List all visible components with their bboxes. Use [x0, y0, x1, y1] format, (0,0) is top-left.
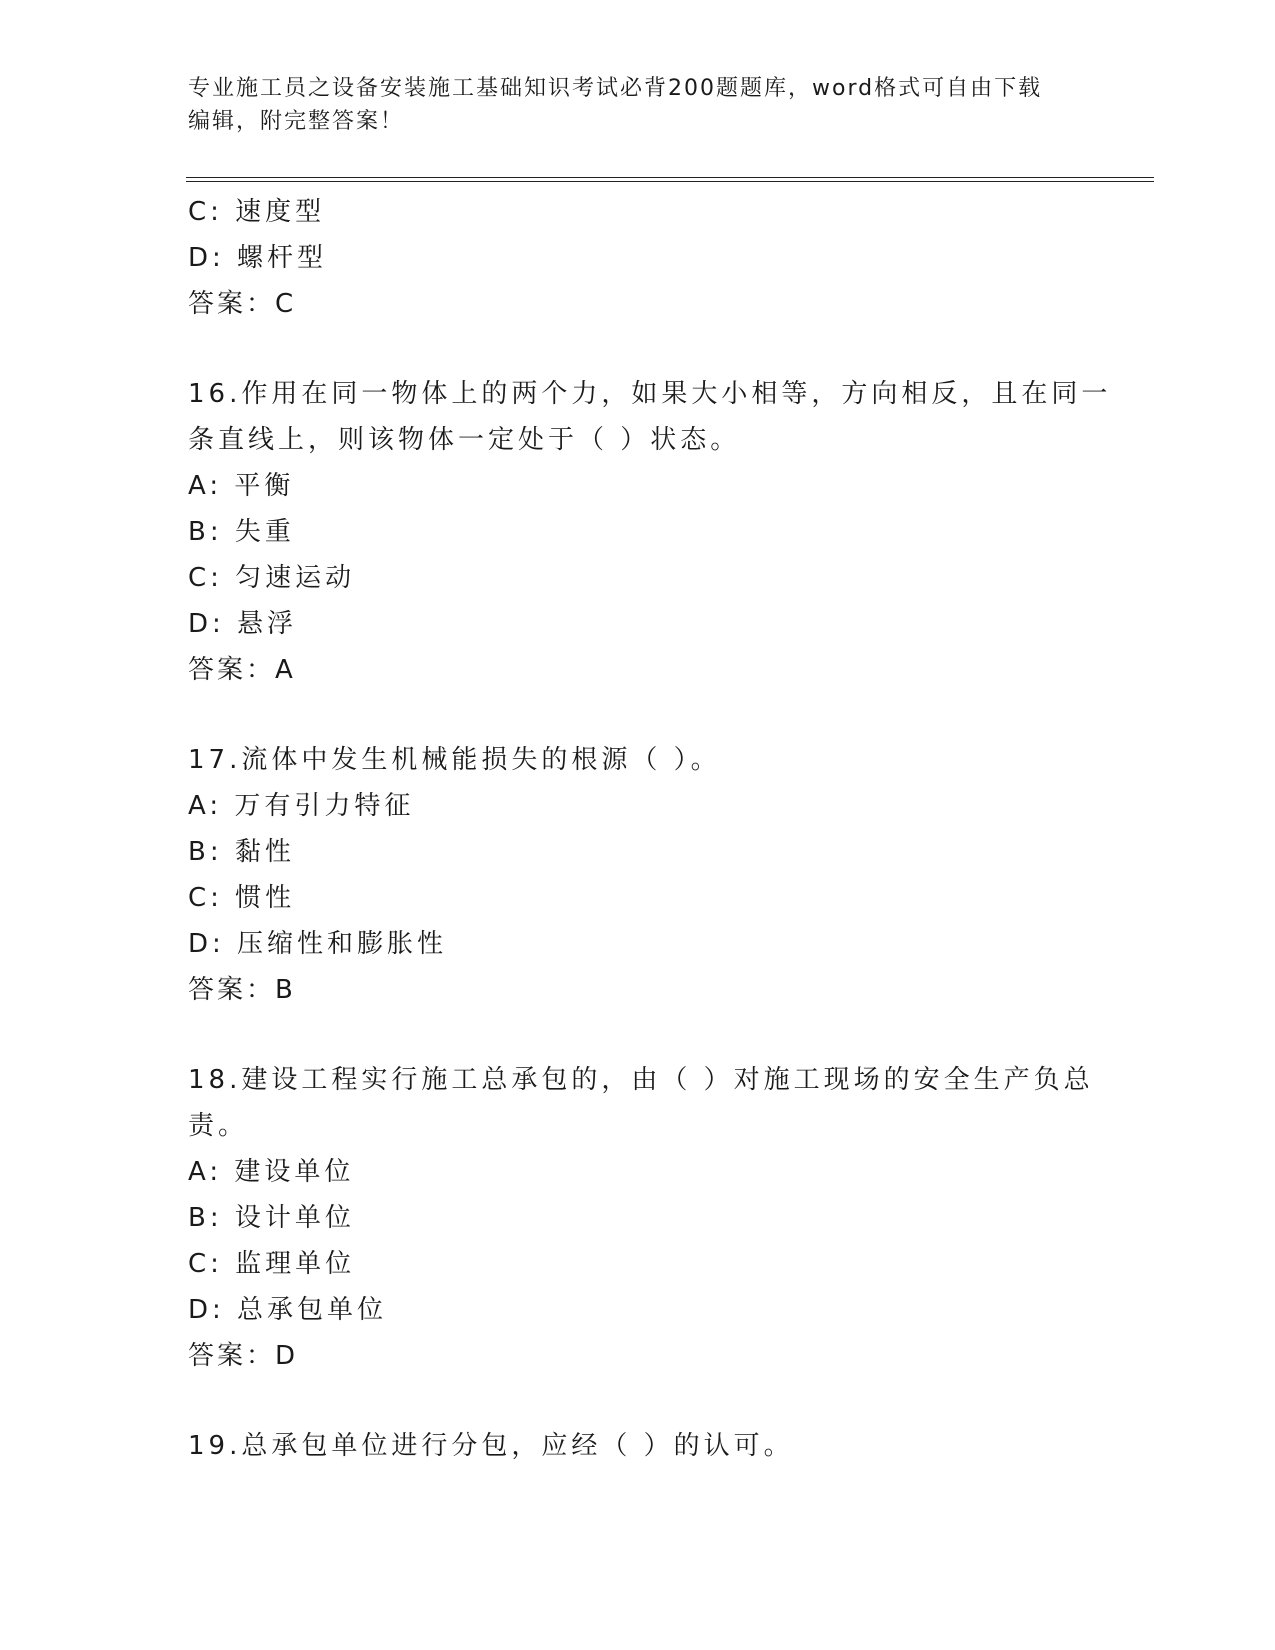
spacer	[188, 693, 1088, 737]
document-header	[188, 72, 1088, 138]
spacer	[188, 1013, 1088, 1057]
question-text: 条直线上，则该物体一定处于（ ）状态。	[188, 425, 741, 455]
option-c: C: 匀速运动	[188, 563, 356, 593]
question-text: 18.建设工程实行施工总承包的，由（ ）对施工现场的安全生产负总	[188, 1065, 1094, 1095]
option-a: A: 平衡	[188, 471, 295, 501]
question-text: 17.流体中发生机械能损失的根源（ ）。	[188, 745, 721, 775]
option-d: D: 悬浮	[188, 609, 298, 639]
option-c: C: 惯性	[188, 883, 296, 913]
question-text: 19.总承包单位进行分包，应经（ ）的认可。	[188, 1431, 794, 1461]
option-b: B: 失重	[188, 517, 295, 547]
option-a: A: 建设单位	[188, 1157, 355, 1187]
question-16	[188, 371, 1112, 693]
option-b: B: 黏性	[188, 837, 295, 867]
answer-line: 答案：C	[188, 289, 297, 319]
question-text: 责。	[188, 1111, 249, 1141]
option-d: D: 压缩性和膨胀性	[188, 929, 448, 959]
answer-line: 答案：A	[188, 655, 296, 685]
answer-line: 答案：D	[188, 1341, 299, 1371]
question-17	[188, 737, 1088, 1013]
answer-line: 答案：B	[188, 975, 296, 1005]
header-title-line-2: 编辑，附完整答案！	[188, 109, 405, 134]
option-b: B: 设计单位	[188, 1203, 355, 1233]
option-c: C: 速度型	[188, 197, 326, 227]
option-c: C: 监理单位	[188, 1249, 356, 1279]
option-d: D: 总承包单位	[188, 1295, 388, 1325]
question-text: 16.作用在同一物体上的两个力，如果大小相等，方向相反，且在同一	[188, 379, 1112, 409]
question-15-tail	[188, 189, 1088, 327]
spacer	[188, 1379, 1088, 1423]
header-title-line-1: 专业施工员之设备安装施工基础知识考试必背200题题库，word格式可自由下载	[188, 76, 1043, 101]
question-list	[188, 189, 1112, 1469]
header-divider	[186, 177, 1154, 182]
question-18	[188, 1057, 1094, 1379]
spacer	[188, 327, 1088, 371]
option-a: A: 万有引力特征	[188, 791, 415, 821]
question-19	[188, 1423, 1088, 1469]
option-d: D: 螺杆型	[188, 243, 328, 273]
